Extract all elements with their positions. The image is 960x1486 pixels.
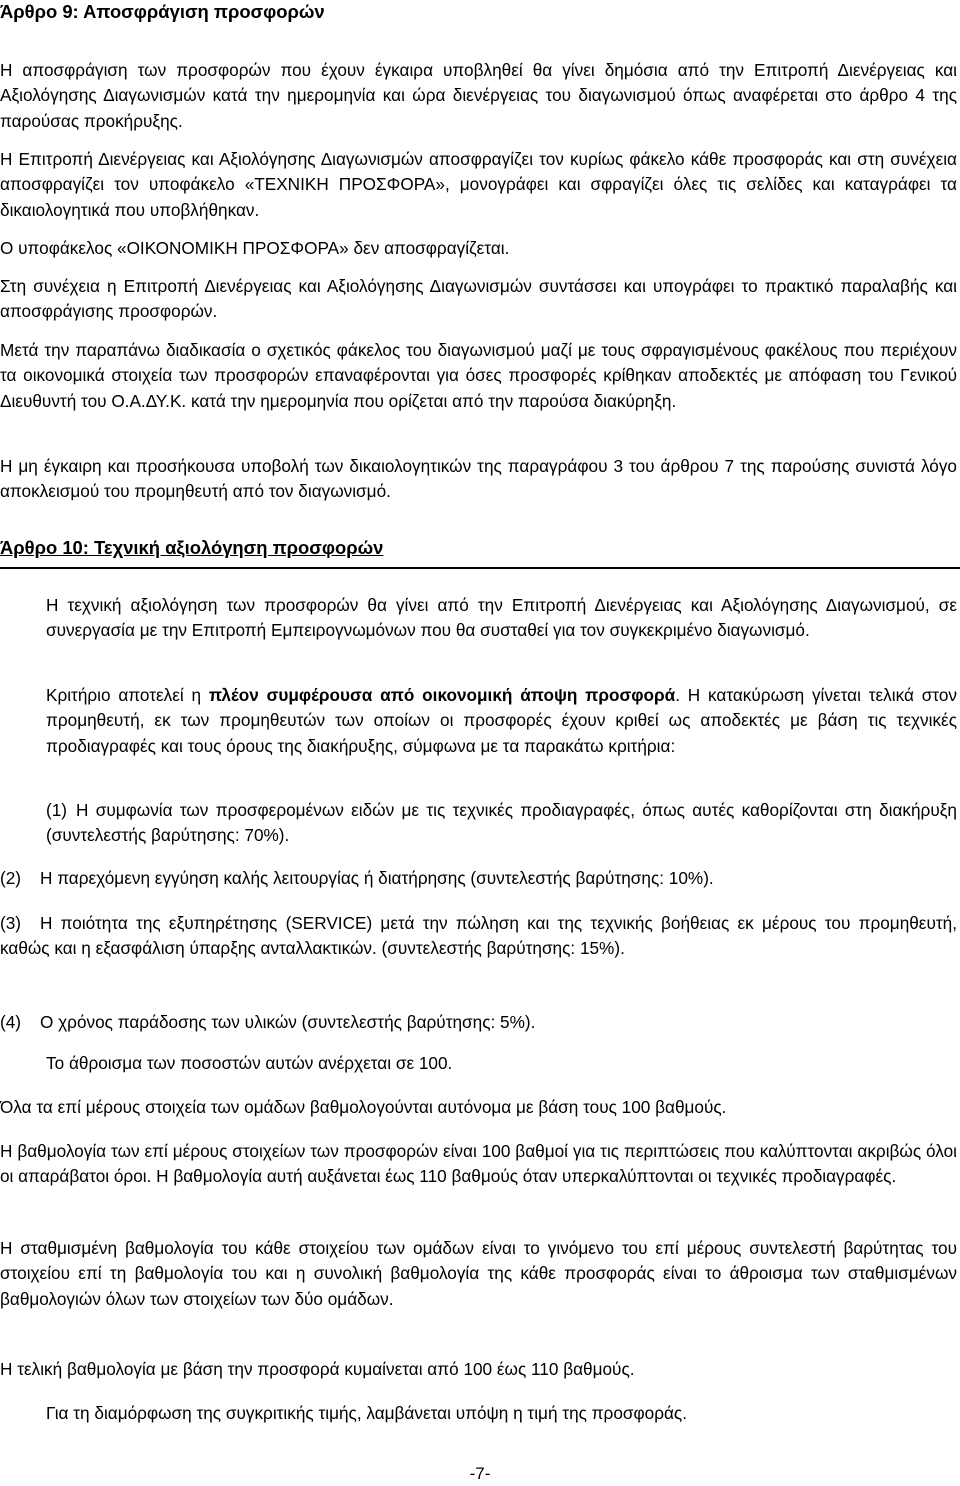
criterion-text: Η παρεχόμενη εγγύηση καλής λειτουργίας ή διατήρησης (συντελεστής βαρύτησης: 10%). <box>40 868 714 888</box>
article-10-title: Άρθρο 10: Τεχνική αξιολόγηση προσφορών <box>0 537 384 558</box>
criterion-number: (4) <box>0 1012 22 1032</box>
article-9-paragraph-5: Μετά την παραπάνω διαδικασία ο σχετικός φάκελος του διαγωνισμού μαζί με τους σφραγισμένους φακέλους που περιέχουν τα οικονομικά στοιχεία των προσφορών επαναφέρονται για όσες προσφορές κρίθηκαν αποδεκτές με απόφαση του Γενικού Διευθυντή του Ο.Α.ΔΥ.Κ. κατά την ημερομηνία που ορίζεται από την παρούσα διακύρηξη. <box>0 340 957 411</box>
article-10-paragraph-1: Η τεχνική αξιολόγηση των προσφορών θα γίνει από την Επιτροπή Διενέργειας και Αξιολόγησης Διαγωνισμού, σε συνεργασία με την Επιτροπή Εμπειρογνωμόνων που θα συσταθεί για τον συγκεκριμένο διαγωνισμό. <box>46 595 957 641</box>
article-9-paragraph-6: Η μη έγκαιρη και προσήκουσα υποβολή των δικαιολογητικών της παραγράφου 3 του άρθρου 7 της παρούσης συνιστά λόγο αποκλεισμού του προμηθευτή από τον διαγωνισμό. <box>0 456 957 502</box>
criterion-text: Ο χρόνος παράδοσης των υλικών (συντελεστής βαρύτησης: 5%). <box>40 1012 536 1032</box>
weights-sum: Το άθροισμα των ποσοστών αυτών ανέρχεται σε 100. <box>46 1053 453 1073</box>
article-9-paragraph-2: Η Επιτροπή Διενέργειας και Αξιολόγησης Διαγωνισμών αποσφραγίζει τον κυρίως φάκελο κάθε προσφοράς και στη συνέχεια αποσφραγίζει τον υποφάκελο «ΤΕΧΝΙΚΗ ΠΡΟΣΦΟΡΑ», μονογράφει και σφραγίζει όλες τις σελίδες και καταγράφει τα δικαιολογητικά που υποβλήθηκαν. <box>0 149 957 220</box>
article-10-paragraph-5: Η σταθμισμένη βαθμολογία του κάθε στοιχείου των ομάδων είναι το γινόμενο του επί μέρους συντελεστή βαρύτητας του στοιχείου επί τη βαθμολογία του και η συνολική βαθμολογία της κάθε προσφοράς είναι το άθροισμα των σταθμισμένων βαθμολογιών όλων των στοιχείων των δύο ομάδων. <box>0 1238 957 1309</box>
article-10-paragraph-2 <box>46 683 957 759</box>
criterion-number: (2) <box>0 868 22 888</box>
article-10-paragraph-6: Η τελική βαθμολογία με βάση την προσφορά κυμαίνεται από 100 έως 110 βαθμούς. <box>0 1359 635 1379</box>
criterion-item-4 <box>0 1010 957 1035</box>
criterion-item-1 <box>46 798 957 849</box>
criterion-number: (1) <box>46 800 68 820</box>
criterion-rest: . Η κατακύρωση γίνεται τελικά στον προμηθευτή, εκ των προμηθευτών των οποίων οι προσφορές έχουν κριθεί ως αποδεκτές με βάση τις τεχνικές προδιαγραφές και τους όρους της διακήρυξης, σύμφωνα με τα παρακάτω κριτήρια: <box>46 685 958 756</box>
article-10-paragraph-3: Όλα τα επί μέρους στοιχεία των ομάδων βαθμολογούνται αυτόνομα με βάση τους 100 βαθμούς. <box>0 1097 727 1117</box>
criterion-text: Η συμφωνία των προσφερομένων ειδών με τις τεχνικές προδιαγραφές, όπως αυτές καθορίζονται στη διακήρυξη (συντελεστής βαρύτησης: 70%). <box>46 800 957 846</box>
article-9-paragraph-3: Ο υποφάκελος «ΟΙΚΟΝΟΜΙΚΗ ΠΡΟΣΦΟΡΑ» δεν αποσφραγίζεται. <box>0 238 510 258</box>
criterion-item-3 <box>0 911 957 962</box>
article-10-paragraph-4: Η βαθμολογία των επί μέρους στοιχείων των προσφορών είναι 100 βαθμοί για τις περιπτώσεις που καλύπτονται ακριβώς όλοι οι απαράβατοι όροι. Η βαθμολογία αυτή αυξάνεται έως 110 βαθμούς όταν υπερκαλύπτονται οι τεχνικές προδιαγραφές. <box>0 1141 957 1187</box>
criterion-text: Η ποιότητα της εξυπηρέτησης (SERVICE) μετά την πώληση και της τεχνικής βοήθειας εκ μέρους του προμηθευτή, καθώς και η εξασφάλιση ύπαρξης ανταλλακτικών. (συντελεστής βαρύτησης: 15%). <box>0 913 957 959</box>
criterion-intro: Κριτήριο αποτελεί η <box>46 685 209 705</box>
criterion-number: (3) <box>0 913 22 933</box>
page-number: -7- <box>469 1464 491 1483</box>
section-divider <box>0 567 960 569</box>
article-10-paragraph-7: Για τη διαμόρφωση της συγκριτικής τιμής, λαμβάνεται υπόψη η τιμή της προσφοράς. <box>46 1403 687 1423</box>
article-9-paragraph-4: Στη συνέχεια η Επιτροπή Διενέργειας και Αξιολόγησης Διαγωνισμών συντάσσει και υπογράφει το πρακτικό παραλαβής και αποσφράγισης προσφορών. <box>0 276 957 322</box>
criterion-item-2 <box>0 866 957 891</box>
criterion-bold: πλέον συμφέρουσα από οικονομική άποψη προσφορά <box>208 685 676 705</box>
article-9-title: Άρθρο 9: Αποσφράγιση προσφορών <box>0 1 325 22</box>
article-9-paragraph-1: Η αποσφράγιση των προσφορών που έχουν έγκαιρα υποβληθεί θα γίνει δημόσια από την Επιτροπή Διενέργειας και Αξιολόγησης Διαγωνισμών κατά την ημερομηνία και ώρα διενέργειας του διαγωνισμού όπως αναφέρεται στο άρθρο 4 της παρούσας προκήρυξης. <box>0 60 957 131</box>
